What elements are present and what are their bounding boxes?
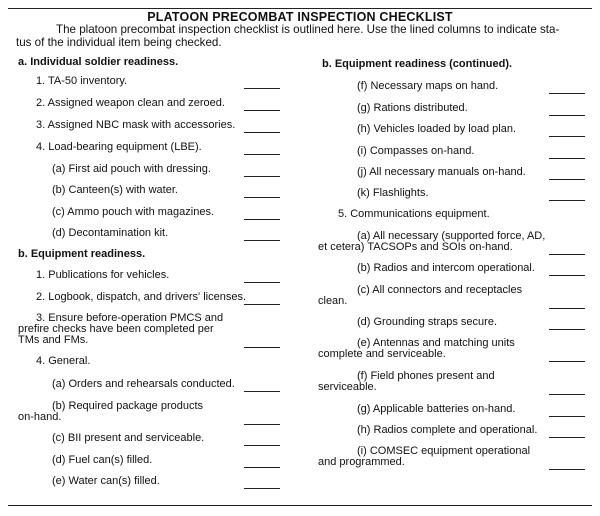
top-rule	[8, 8, 592, 9]
item-comms-e-label-line-1: (e) Antennas and matching units	[357, 337, 515, 349]
item-comms-h-label: (h) Radios complete and operational.	[357, 424, 538, 436]
item-comms-label: 5. Communications equipment.	[338, 208, 490, 220]
item-comms-h-status-line[interactable]	[549, 437, 585, 438]
item-a4b-status-line[interactable]	[244, 197, 280, 198]
item-a4b-label: (b) Canteen(s) with water.	[52, 184, 178, 196]
item-comms-i-label-line-1: (i) COMSEC equipment operational	[357, 445, 531, 457]
item-b3-label-line-1: 3. Ensure before-operation PMCS and	[36, 312, 224, 324]
item-a1-label: 1. TA-50 inventory.	[36, 75, 128, 87]
item-b4b-label-line-1: (b) Required package products	[52, 400, 204, 412]
item-b4d-status-line[interactable]	[244, 467, 280, 468]
item-a4a-label: (a) First aid pouch with dressing.	[52, 163, 211, 175]
section-a-heading: a. Individual soldier readiness.	[18, 56, 179, 68]
intro-line-1: The platoon precombat inspection checklist is outlined here. Use the lined columns to indicate sta-	[56, 23, 560, 36]
item-comms-c-label-line-1: (c) All connectors and receptacles	[357, 284, 523, 296]
item-b3-status-line[interactable]	[244, 347, 280, 348]
item-b2-status-line[interactable]	[244, 304, 280, 305]
bottom-rule	[8, 505, 592, 506]
item-g-status-line[interactable]	[549, 115, 585, 116]
item-comms-i-label-line-2: and programmed.	[318, 456, 405, 468]
intro-line-2: tus of the individual item being checked.	[16, 35, 222, 49]
item-comms-g-label: (g) Applicable batteries on-hand.	[357, 403, 516, 415]
item-b4a-label: (a) Orders and rehearsals conducted.	[52, 378, 235, 390]
item-comms-e-label-line-2: complete and serviceable.	[318, 348, 446, 360]
item-a4-status-line[interactable]	[244, 154, 280, 155]
item-a4-label: 4. Load-bearing equipment (LBE).	[36, 141, 202, 153]
item-b3-label-line-2: prefire checks have been completed per	[18, 323, 214, 335]
item-a2-label: 2. Assigned weapon clean and zeroed.	[36, 97, 225, 109]
item-comms-g-status-line[interactable]	[549, 416, 585, 417]
item-b4b-label-line-2: on-hand.	[18, 411, 62, 423]
item-comms-f-label-line-2: serviceable.	[318, 381, 377, 393]
item-b4d-label: (d) Fuel can(s) filled.	[52, 454, 153, 466]
item-a4c-status-line[interactable]	[244, 219, 280, 220]
item-b4b-status-line[interactable]	[244, 424, 280, 425]
item-comms-a-status-line[interactable]	[549, 254, 585, 255]
item-comms-b-status-line[interactable]	[549, 275, 585, 276]
item-comms-e-status-line[interactable]	[549, 361, 585, 362]
item-a4a-status-line[interactable]	[244, 176, 280, 177]
item-b4e-status-line[interactable]	[244, 488, 280, 489]
item-i-label: (i) Compasses on-hand.	[357, 145, 475, 157]
item-h-label: (h) Vehicles loaded by load plan.	[357, 123, 516, 135]
item-b4c-label: (c) BII present and serviceable.	[52, 432, 205, 444]
item-k-status-line[interactable]	[549, 200, 585, 201]
item-a3-status-line[interactable]	[244, 132, 280, 133]
item-j-label: (j) All necessary manuals on-hand.	[357, 166, 526, 178]
item-comms-f-label-line-1: (f) Field phones present and	[357, 370, 495, 382]
item-b4a-status-line[interactable]	[244, 391, 280, 392]
item-comms-i-status-line[interactable]	[549, 469, 585, 470]
item-g-label: (g) Rations distributed.	[357, 102, 468, 114]
item-a1-status-line[interactable]	[244, 88, 280, 89]
item-comms-c-status-line[interactable]	[549, 308, 585, 309]
item-b2-label: 2. Logbook, dispatch, and drivers' licenses.	[36, 291, 246, 303]
section-b-heading: b. Equipment readiness.	[18, 248, 146, 260]
item-f-status-line[interactable]	[549, 93, 585, 94]
item-comms-c-label-line-2: clean.	[318, 295, 348, 307]
item-b1-label: 1. Publications for vehicles.	[36, 269, 170, 281]
item-k-label: (k) Flashlights.	[357, 187, 429, 199]
page-title: PLATOON PRECOMBAT INSPECTION CHECKLIST	[147, 10, 453, 24]
item-comms-a-label-line-1: (a) All necessary (supported force, AD,	[357, 230, 546, 242]
item-comms-d-label: (d) Grounding straps secure.	[357, 316, 498, 328]
item-comms-a-label-line-2: et cetera) TACSOPs and SOIs on-hand.	[318, 241, 513, 253]
item-b4-label: 4. General.	[36, 355, 91, 367]
item-comms-d-status-line[interactable]	[549, 329, 585, 330]
item-b1-status-line[interactable]	[244, 282, 280, 283]
item-i-status-line[interactable]	[549, 158, 585, 159]
item-b4c-status-line[interactable]	[244, 445, 280, 446]
item-h-status-line[interactable]	[549, 136, 585, 137]
item-a2-status-line[interactable]	[244, 110, 280, 111]
item-a4d-label: (d) Decontamination kit.	[52, 227, 169, 239]
item-a4d-status-line[interactable]	[244, 240, 280, 241]
item-b4e-label: (e) Water can(s) filled.	[52, 475, 160, 487]
item-j-status-line[interactable]	[549, 179, 585, 180]
item-b3-label-line-3: TMs and FMs.	[18, 334, 89, 346]
item-comms-b-label: (b) Radios and intercom operational.	[357, 262, 535, 274]
item-a3-label: 3. Assigned NBC mask with accessories.	[36, 119, 236, 131]
section-b-continued-heading: b. Equipment readiness (continued).	[322, 58, 513, 70]
item-comms-f-status-line[interactable]	[549, 394, 585, 395]
item-f-label: (f) Necessary maps on hand.	[357, 80, 499, 92]
item-a4c-label: (c) Ammo pouch with magazines.	[52, 206, 215, 218]
intro-paragraph	[16, 24, 586, 49]
